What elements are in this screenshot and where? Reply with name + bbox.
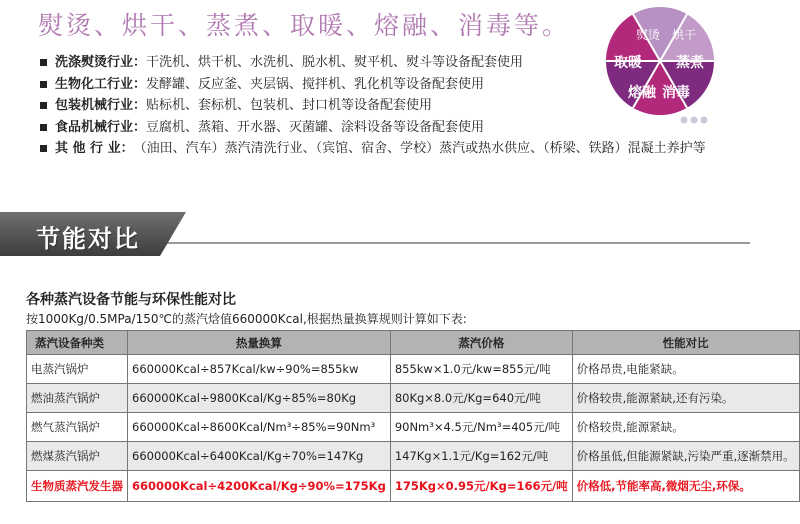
function-circle-graphic — [586, 3, 736, 127]
industry-label: 包装机械行业： — [55, 98, 147, 113]
column-header: 性能对比 — [572, 331, 799, 355]
table-cell: 价格较贵,能源紧缺,还有污染。 — [572, 384, 799, 413]
bullet-icon — [40, 102, 47, 109]
table-cell: 855kw×1.0元/kw=855元/吨 — [390, 355, 572, 384]
circle-label: 熨烫 — [635, 28, 661, 42]
table-cell: 175Kg×0.95元/Kg=166元/吨 — [390, 471, 572, 502]
table-row — [27, 442, 800, 471]
decorative-dots — [681, 117, 708, 124]
bullet-icon — [40, 59, 47, 66]
circle-label: 取暖 — [614, 55, 642, 71]
table-subtitle: 按1000Kg/0.5MPa/150℃的蒸汽焓值660000Kcal,根据热量换算规则计算如下表: — [26, 312, 467, 326]
table-cell: 90Nm³×4.5元/Nm³=405元/吨 — [390, 413, 572, 442]
industry-label: 洗涤熨烫行业： — [55, 55, 147, 70]
table-cell: 660000Kcal÷6400Kcal/Kg÷70%=147Kg — [128, 442, 391, 471]
table-title: 各种蒸汽设备节能与环保性能对比 — [26, 292, 236, 308]
circle-label: 蒸煮 — [676, 55, 704, 71]
section-title: 节能对比 — [36, 225, 140, 253]
industry-text: （油田、汽车）蒸汽清洗行业、（宾馆、宿舍、学校）蒸汽或热水供应、（桥梁、铁路）混凝土养护等 — [133, 141, 706, 156]
table-cell: 价格较贵,能源紧缺。 — [572, 413, 799, 442]
table-row — [27, 355, 800, 384]
table-header-row — [27, 331, 800, 355]
table-cell: 价格昂贵,电能紧缺。 — [572, 355, 799, 384]
industry-label: 生物化工行业： — [55, 76, 147, 92]
table-cell: 80Kg×8.0元/Kg=640元/吨 — [390, 384, 572, 413]
industry-item — [40, 140, 720, 180]
bullet-icon — [40, 145, 47, 152]
bullet-icon — [40, 81, 47, 88]
bullet-icon — [40, 124, 47, 131]
column-header: 热量换算 — [128, 331, 391, 355]
industry-text: 豆腐机、蒸箱、开水器、灭菌罐、涂料设备等设备配套使用 — [146, 119, 485, 135]
headline: 熨烫、烘干、蒸煮、取暖、熔融、消毒等。 — [38, 11, 571, 40]
table-cell: 燃油蒸汽锅炉 — [27, 384, 128, 413]
table-cell: 660000Kcal÷4200Kcal/Kg÷90%=175Kg — [128, 471, 391, 502]
circle-label: 烘干 — [671, 28, 697, 42]
table-cell: 147Kg×1.1元/Kg=162元/吨 — [390, 442, 572, 471]
industry-label: 食品机械行业： — [55, 119, 147, 135]
table-row — [27, 384, 800, 413]
table-cell: 生物质蒸汽发生器 — [27, 471, 128, 502]
circle-label: 消毒 — [662, 85, 690, 101]
table-cell: 电蒸汽锅炉 — [27, 355, 128, 384]
column-header: 蒸汽价格 — [390, 331, 572, 355]
circle-label: 熔融 — [628, 85, 656, 101]
table-cell: 燃气蒸汽锅炉 — [27, 413, 128, 442]
column-header: 蒸汽设备种类 — [27, 331, 128, 355]
table-cell: 价格低,节能率高,微烟无尘,环保。 — [572, 471, 799, 502]
industry-text: 贴标机、套标机、包装机、封口机等设备配套使用 — [146, 98, 433, 113]
industry-text: 干洗机、烘干机、水洗机、脱水机、熨平机、熨斗等设备配套使用 — [146, 55, 524, 70]
industry-text: 发酵罐、反应釜、夹层锅、搅拌机、乳化机等设备配套使用 — [146, 76, 485, 92]
industry-label: 其 他 行 业： — [55, 141, 134, 156]
table-cell: 660000Kcal÷857Kcal/kw÷90%=855kw — [128, 355, 391, 384]
comparison-table — [26, 330, 800, 502]
table-cell: 660000Kcal÷9800Kcal/Kg÷85%=80Kg — [128, 384, 391, 413]
table-row-highlight — [27, 471, 800, 502]
table-cell: 燃煤蒸汽锅炉 — [27, 442, 128, 471]
table-cell: 价格虽低,但能源紧缺,污染严重,逐渐禁用。 — [572, 442, 799, 471]
table-cell: 660000Kcal÷8600Kcal/Nm³÷85%=90Nm³ — [128, 413, 391, 442]
table-row — [27, 413, 800, 442]
